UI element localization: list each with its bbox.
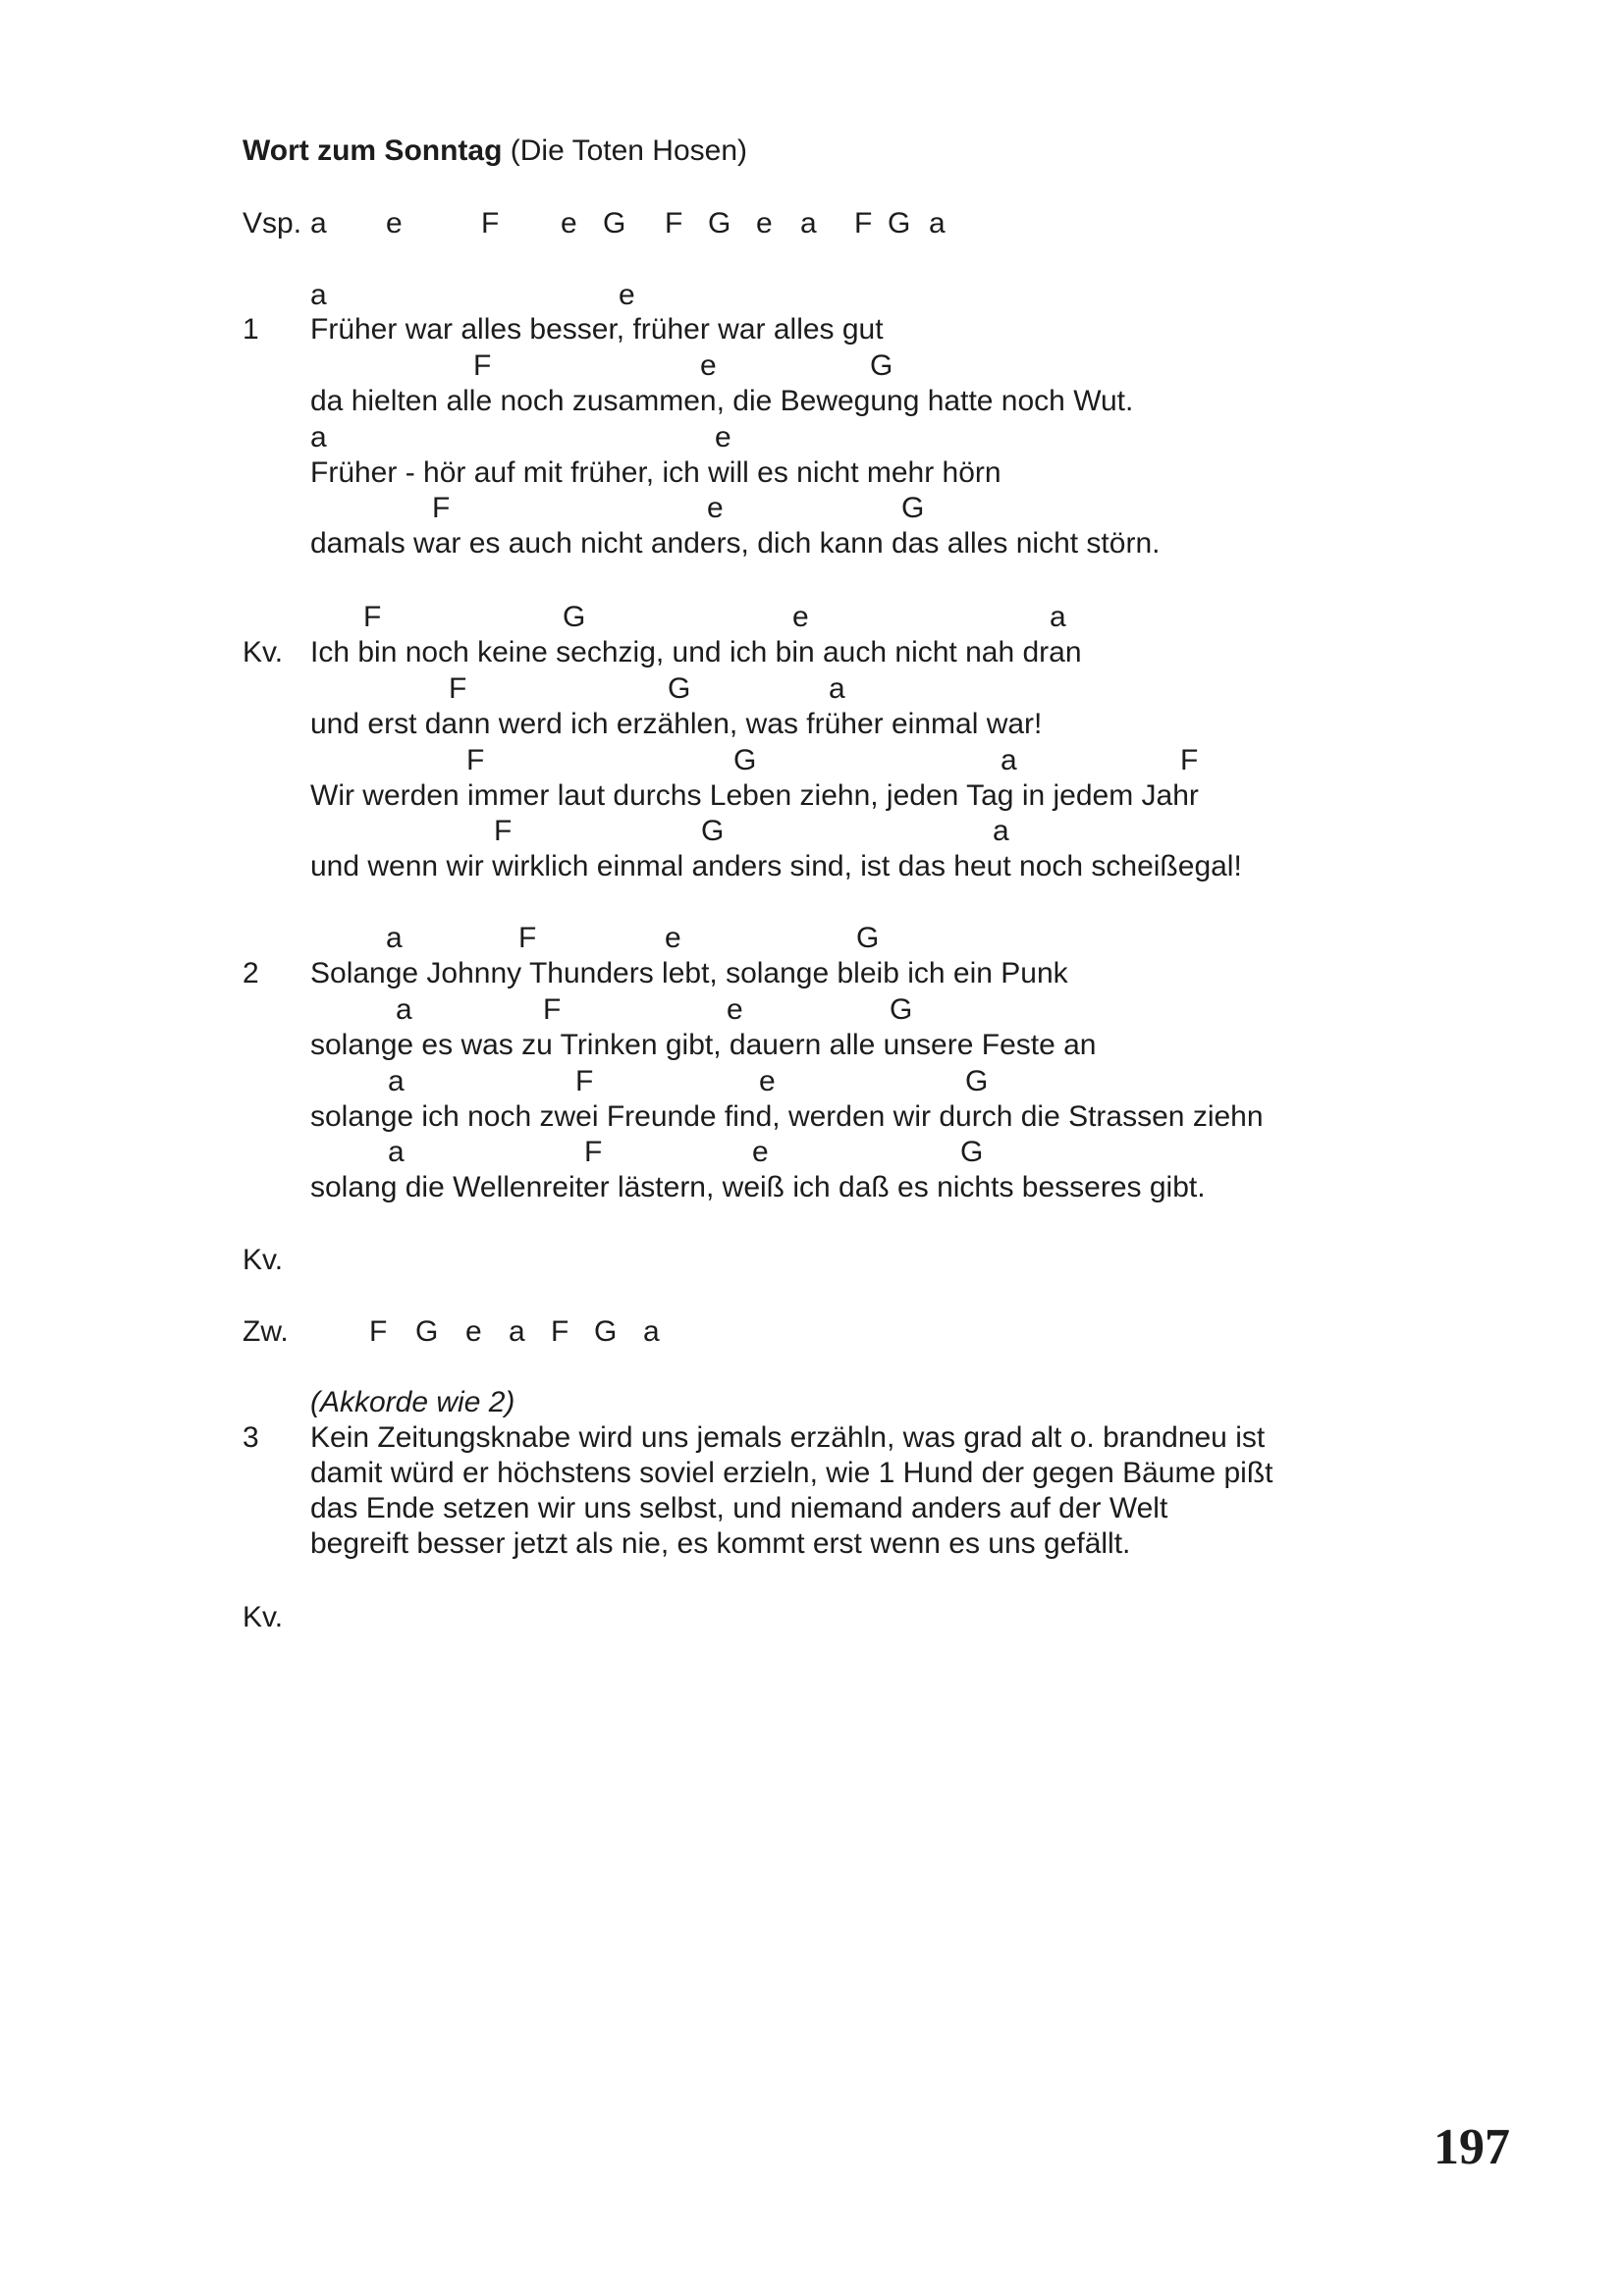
chorus-chord: F xyxy=(466,744,485,776)
verse2-chord: F xyxy=(543,993,562,1026)
chorus-chord: G xyxy=(701,815,725,847)
verse1-chord: a xyxy=(310,421,327,454)
verse1-chord: F xyxy=(432,492,451,524)
verse2-chord: G xyxy=(856,922,880,954)
verse2-chord: e xyxy=(727,993,743,1026)
interlude-chord: e xyxy=(465,1315,482,1348)
chorus-chord: a xyxy=(1001,744,1017,776)
intro-chord: G xyxy=(708,207,731,240)
verse3-number: 3 xyxy=(243,1421,259,1454)
chorus-reference: Kv. xyxy=(243,1244,284,1276)
verse1-chord: e xyxy=(715,421,731,454)
verse1-line: da hielten alle noch zusammen, die Bewegung hatte noch Wut. xyxy=(310,385,1134,417)
chorus-chord: a xyxy=(993,815,1009,847)
intro-chord: a xyxy=(929,207,946,240)
verse2-chord: G xyxy=(890,993,913,1026)
verse1-line: Früher war alles besser, früher war alles gut xyxy=(310,313,884,346)
verse1-chord: e xyxy=(707,492,724,524)
page-number: 197 xyxy=(1434,2119,1510,2175)
intro-chord: e xyxy=(756,207,773,240)
chorus-chord: F xyxy=(449,672,467,705)
verse1-chord: G xyxy=(901,492,925,524)
verse3-line: Kein Zeitungsknabe wird uns jemals erzähln, was grad alt o. brandneu ist xyxy=(310,1421,1266,1454)
verse2-chord: F xyxy=(518,922,537,954)
chorus-reference: Kv. xyxy=(243,1601,284,1633)
chorus-chord: a xyxy=(829,672,845,705)
chorus-label: Kv. xyxy=(243,636,284,668)
verse2-chord: e xyxy=(665,922,681,954)
verse1-line: damals war es auch nicht anders, dich kann das alles nicht störn. xyxy=(310,527,1161,560)
verse2-chord: a xyxy=(388,1136,405,1168)
verse1-chord: F xyxy=(473,349,492,382)
chorus-line: Wir werden immer laut durchs Leben ziehn, jeden Tag in jedem Jahr xyxy=(310,779,1199,812)
verse1-chord: a xyxy=(310,279,327,311)
verse3-line: begreift besser jetzt als nie, es kommt erst wenn es uns gefällt. xyxy=(310,1527,1131,1560)
verse2-chord: a xyxy=(396,993,412,1026)
verse2-chord: a xyxy=(388,1065,405,1097)
intro-chord: e xyxy=(386,207,403,240)
verse2-chord: G xyxy=(965,1065,989,1097)
intro-chord: G xyxy=(888,207,911,240)
intro-chord: F xyxy=(854,207,873,240)
verse1-number: 1 xyxy=(243,313,259,346)
verse1-chord: e xyxy=(619,279,635,311)
verse2-chord: G xyxy=(960,1136,984,1168)
intro-chord: a xyxy=(800,207,817,240)
intro-label: Vsp. xyxy=(243,207,302,240)
song-artist: (Die Toten Hosen) xyxy=(510,134,747,167)
interlude-chord: F xyxy=(551,1315,569,1348)
intro-chord: G xyxy=(603,207,626,240)
chorus-chord: F xyxy=(1180,744,1199,776)
interlude-chord: F xyxy=(369,1315,388,1348)
verse3-line: damit würd er höchstens soviel erzieln, wie 1 Hund der gegen Bäume pißt xyxy=(310,1457,1273,1489)
chorus-chord: G xyxy=(668,672,691,705)
chorus-line: und wenn wir wirklich einmal anders sind, ist das heut noch scheißegal! xyxy=(310,850,1242,882)
interlude-chord: G xyxy=(594,1315,618,1348)
verse1-chord: e xyxy=(700,349,717,382)
song-title-main: Wort zum Sonntag xyxy=(243,134,503,167)
interlude-chord: a xyxy=(509,1315,525,1348)
interlude-chord: G xyxy=(415,1315,439,1348)
intro-chord: a xyxy=(310,207,327,240)
verse1-chord: G xyxy=(870,349,893,382)
verse2-chord: e xyxy=(752,1136,769,1168)
interlude-chord: a xyxy=(643,1315,660,1348)
verse2-number: 2 xyxy=(243,957,259,989)
verse2-line: Solange Johnny Thunders lebt, solange bleib ich ein Punk xyxy=(310,957,1068,989)
intro-chord: F xyxy=(665,207,683,240)
verse2-line: solang die Wellenreiter lästern, weiß ich daß es nichts besseres gibt. xyxy=(310,1171,1206,1203)
verse2-line: solange ich noch zwei Freunde find, werden wir durch die Strassen ziehn xyxy=(310,1100,1264,1133)
verse2-chord: F xyxy=(575,1065,594,1097)
verse2-line: solange es was zu Trinken gibt, dauern alle unsere Feste an xyxy=(310,1029,1097,1061)
verse3-note: (Akkorde wie 2) xyxy=(310,1386,515,1418)
verse1-line: Früher - hör auf mit früher, ich will es nicht mehr hörn xyxy=(310,456,1001,489)
intro-chord: F xyxy=(481,207,500,240)
song-title xyxy=(243,133,747,169)
chorus-chord: a xyxy=(1050,601,1066,633)
chorus-chord: F xyxy=(363,601,382,633)
chorus-line: und erst dann werd ich erzählen, was früher einmal war! xyxy=(310,708,1043,740)
chorus-chord: F xyxy=(494,815,513,847)
chorus-chord: G xyxy=(563,601,586,633)
interlude-label: Zw. xyxy=(243,1315,289,1348)
chorus-chord: e xyxy=(792,601,809,633)
verse2-chord: a xyxy=(386,922,403,954)
intro-chord: e xyxy=(561,207,577,240)
verse2-chord: e xyxy=(759,1065,776,1097)
verse3-line: das Ende setzen wir uns selbst, und niemand anders auf der Welt xyxy=(310,1492,1168,1524)
chorus-line: Ich bin noch keine sechzig, und ich bin auch nicht nah dran xyxy=(310,636,1082,668)
verse2-chord: F xyxy=(584,1136,603,1168)
chorus-chord: G xyxy=(733,744,757,776)
